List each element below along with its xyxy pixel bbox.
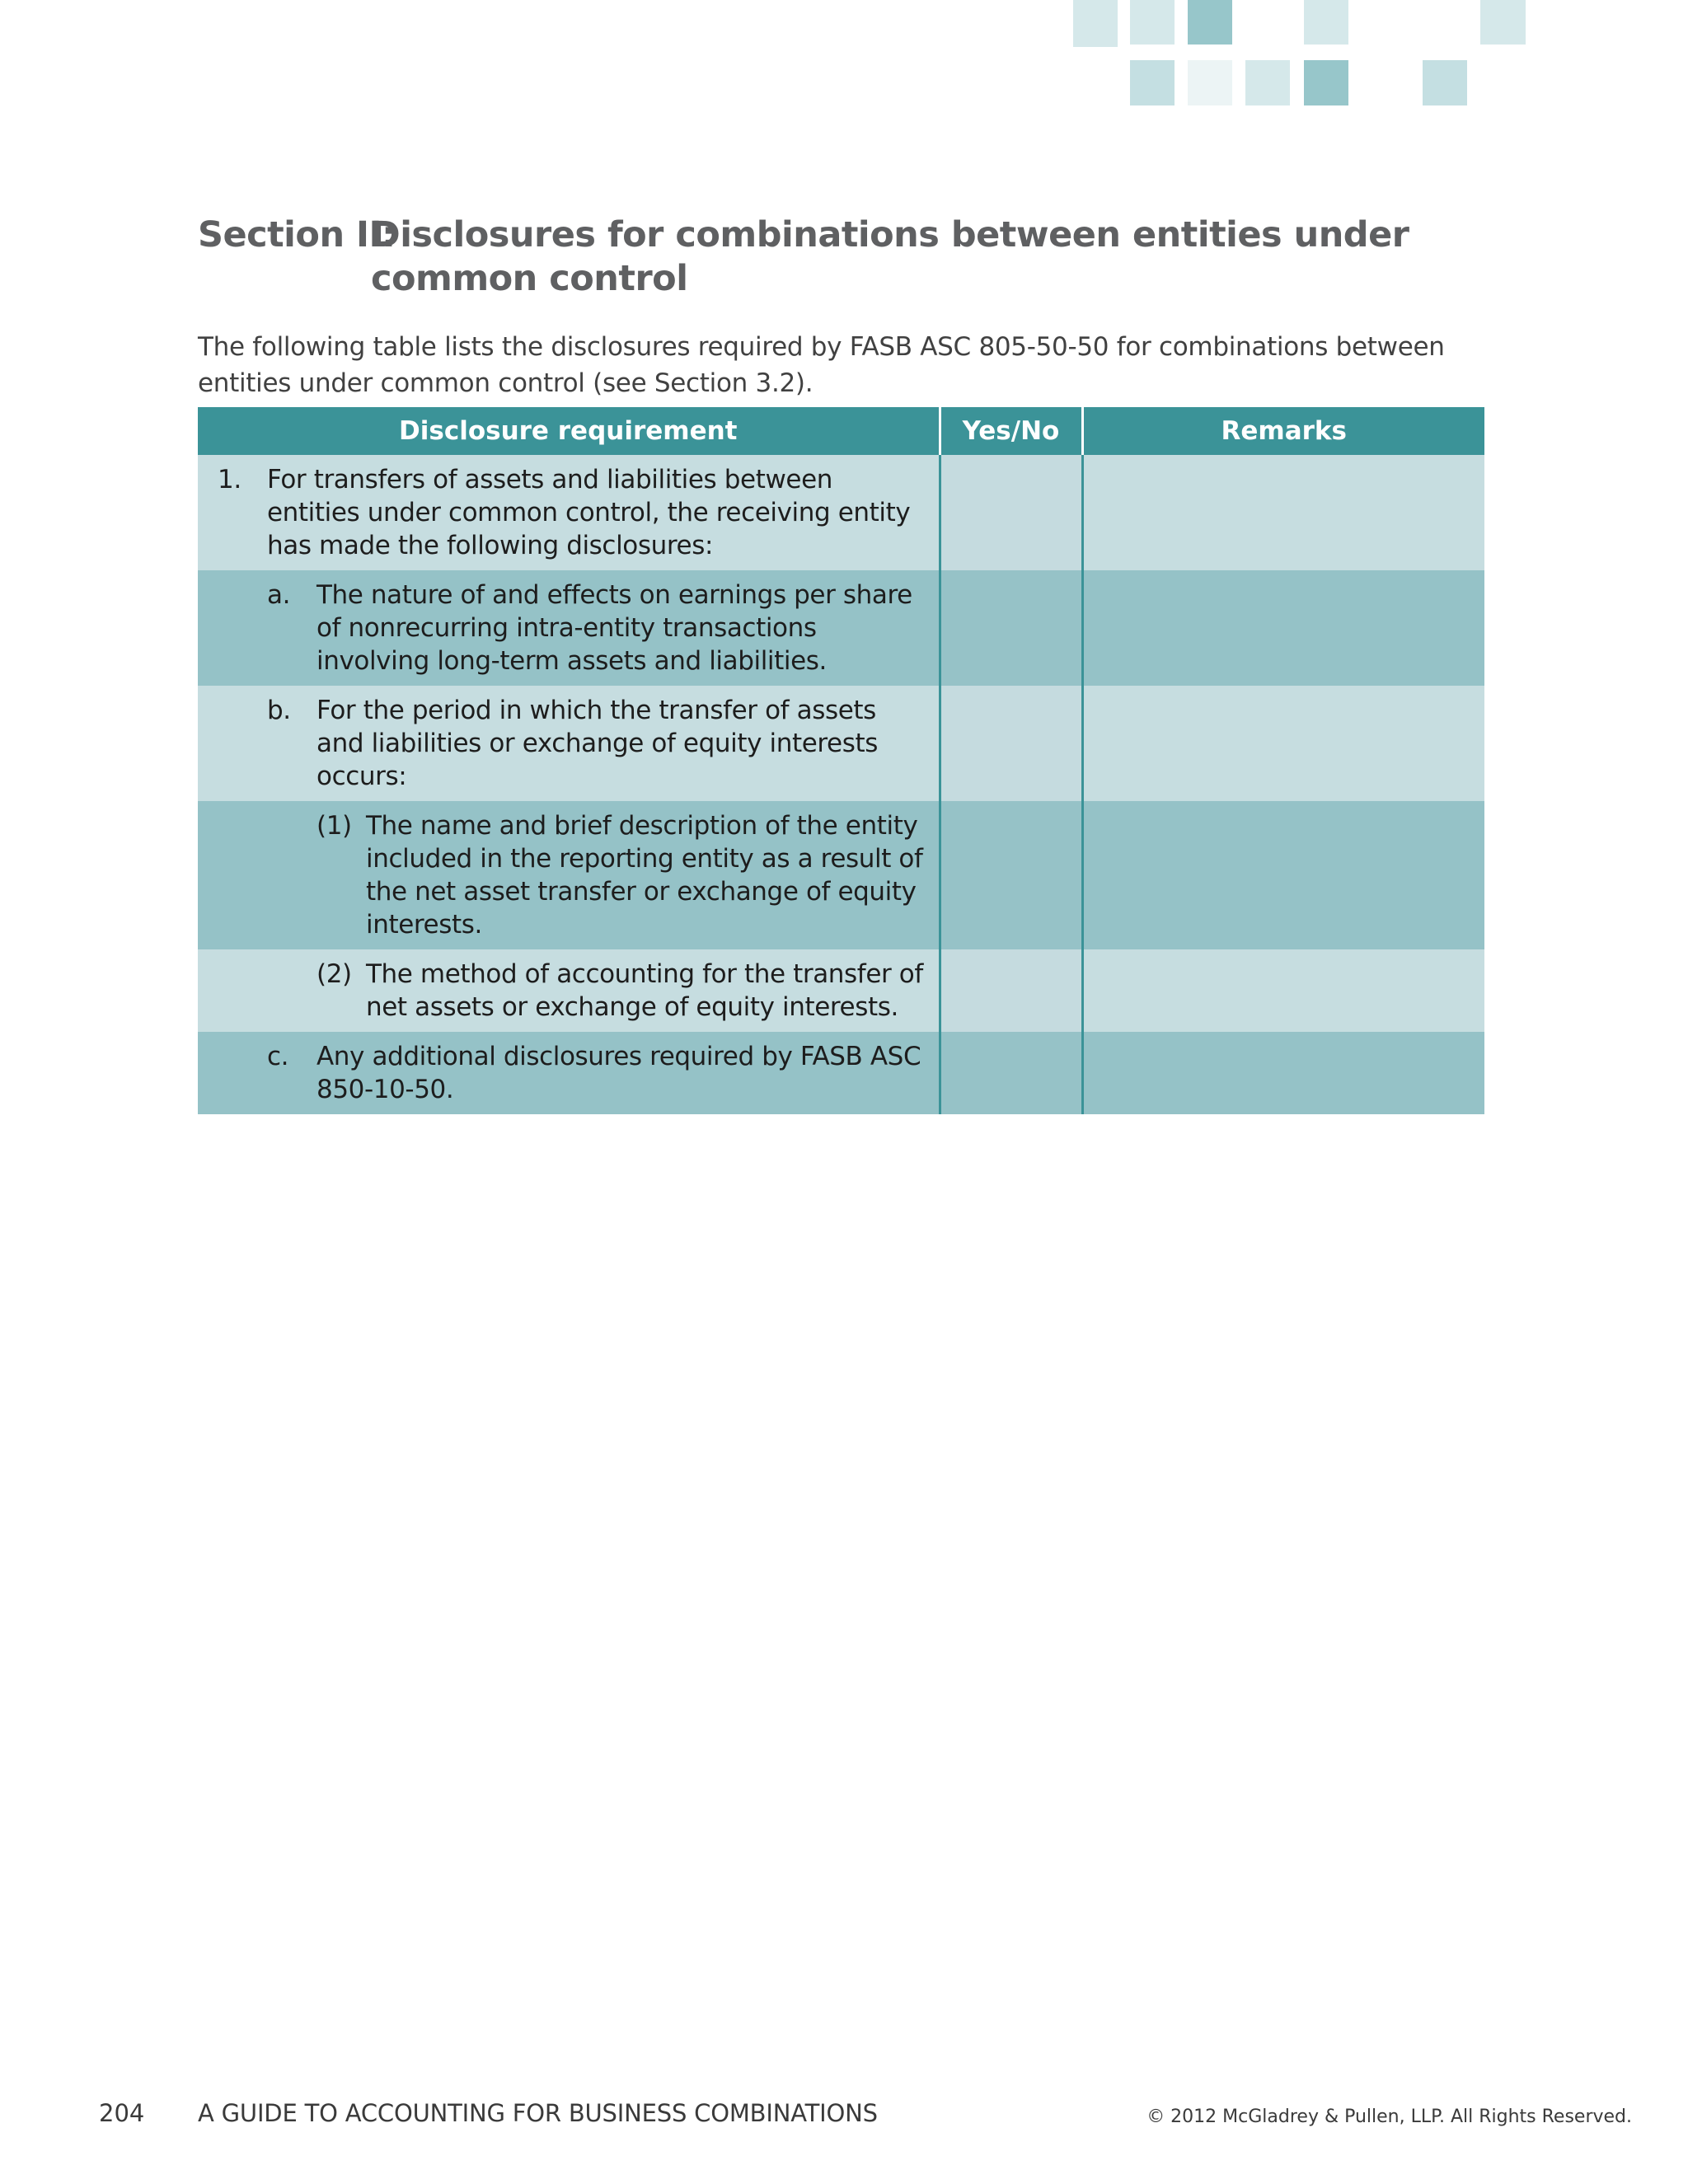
decorative-tile [1423, 60, 1467, 105]
requirement-cell [198, 1032, 940, 1114]
decorative-tile [1304, 60, 1348, 105]
decorative-tile [1130, 0, 1175, 45]
requirement-cell [198, 801, 940, 949]
table-row [198, 686, 1484, 801]
footer-page-number: 204 [99, 2099, 145, 2127]
intro-paragraph: The following table lists the disclosures required by FASB ASC 805-50-50 for combinations between entities under common control (see Section 3.2). [198, 332, 1445, 398]
item-marker: c. [267, 1042, 289, 1071]
section-heading [198, 213, 1484, 301]
table-row [198, 949, 1484, 1032]
footer-title: A GUIDE TO ACCOUNTING FOR BUSINESS COMBINATIONS [198, 2099, 878, 2127]
item-marker: b. [267, 696, 291, 725]
remarks-cell[interactable] [1082, 949, 1484, 1032]
remarks-cell[interactable] [1082, 1032, 1484, 1114]
yes-no-cell[interactable] [940, 1032, 1082, 1114]
decorative-tile [1245, 60, 1290, 105]
remarks-cell[interactable] [1082, 801, 1484, 949]
item-text: Any additional disclosures required by FASB ASC 850-10-50. [316, 1042, 921, 1104]
disclosure-checklist-table [198, 407, 1484, 1114]
footer-copyright: © 2012 McGladrey & Pullen, LLP. All Rights Reserved. [1146, 2107, 1632, 2127]
item-marker: 1. [218, 465, 241, 494]
yes-no-cell[interactable] [940, 570, 1082, 686]
item-marker: (1) [316, 811, 352, 841]
table-row [198, 570, 1484, 686]
item-marker: a. [267, 580, 291, 610]
remarks-cell[interactable] [1082, 686, 1484, 801]
requirement-cell [198, 455, 940, 570]
requirement-cell [198, 686, 940, 801]
yes-no-cell[interactable] [940, 801, 1082, 949]
column-header-remarks: Remarks [1082, 407, 1484, 455]
remarks-cell[interactable] [1082, 455, 1484, 570]
yes-no-cell[interactable] [940, 949, 1082, 1032]
requirement-cell [198, 570, 940, 686]
table-header-row [198, 407, 1484, 455]
decorative-tile [1304, 0, 1348, 45]
section-label: Section II: [198, 213, 396, 255]
column-header-disclosure-requirement: Disclosure requirement [198, 407, 940, 455]
decorative-tile [1073, 0, 1118, 47]
decorative-tile [1480, 0, 1526, 45]
decorative-tile [1188, 60, 1232, 105]
yes-no-cell[interactable] [940, 455, 1082, 570]
section-title: Disclosures for combinations between entities under common control [371, 213, 1409, 299]
item-text: For the period in which the transfer of assets and liabilities or exchange of equity interests occurs: [316, 696, 878, 791]
requirement-cell [198, 949, 940, 1032]
decorative-tile [1188, 0, 1232, 45]
decorative-tile [1130, 60, 1175, 105]
item-text: For transfers of assets and liabilities between entities under common control, the receiving entity has made the following disclosures: [267, 465, 911, 560]
item-text: The method of accounting for the transfer of net assets or exchange of equity interests. [366, 959, 923, 1022]
table-row [198, 801, 1484, 949]
item-text: The nature of and effects on earnings per share of nonrecurring intra-entity transactions involving long-term assets and liabilities. [316, 580, 912, 676]
column-header-yes-no: Yes/No [940, 407, 1082, 455]
table-row [198, 455, 1484, 570]
yes-no-cell[interactable] [940, 686, 1082, 801]
item-marker: (2) [316, 959, 352, 989]
item-text: The name and brief description of the entity included in the reporting entity as a result of the net asset transfer or exchange of equity interests. [366, 811, 923, 940]
table-row [198, 1032, 1484, 1114]
remarks-cell[interactable] [1082, 570, 1484, 686]
